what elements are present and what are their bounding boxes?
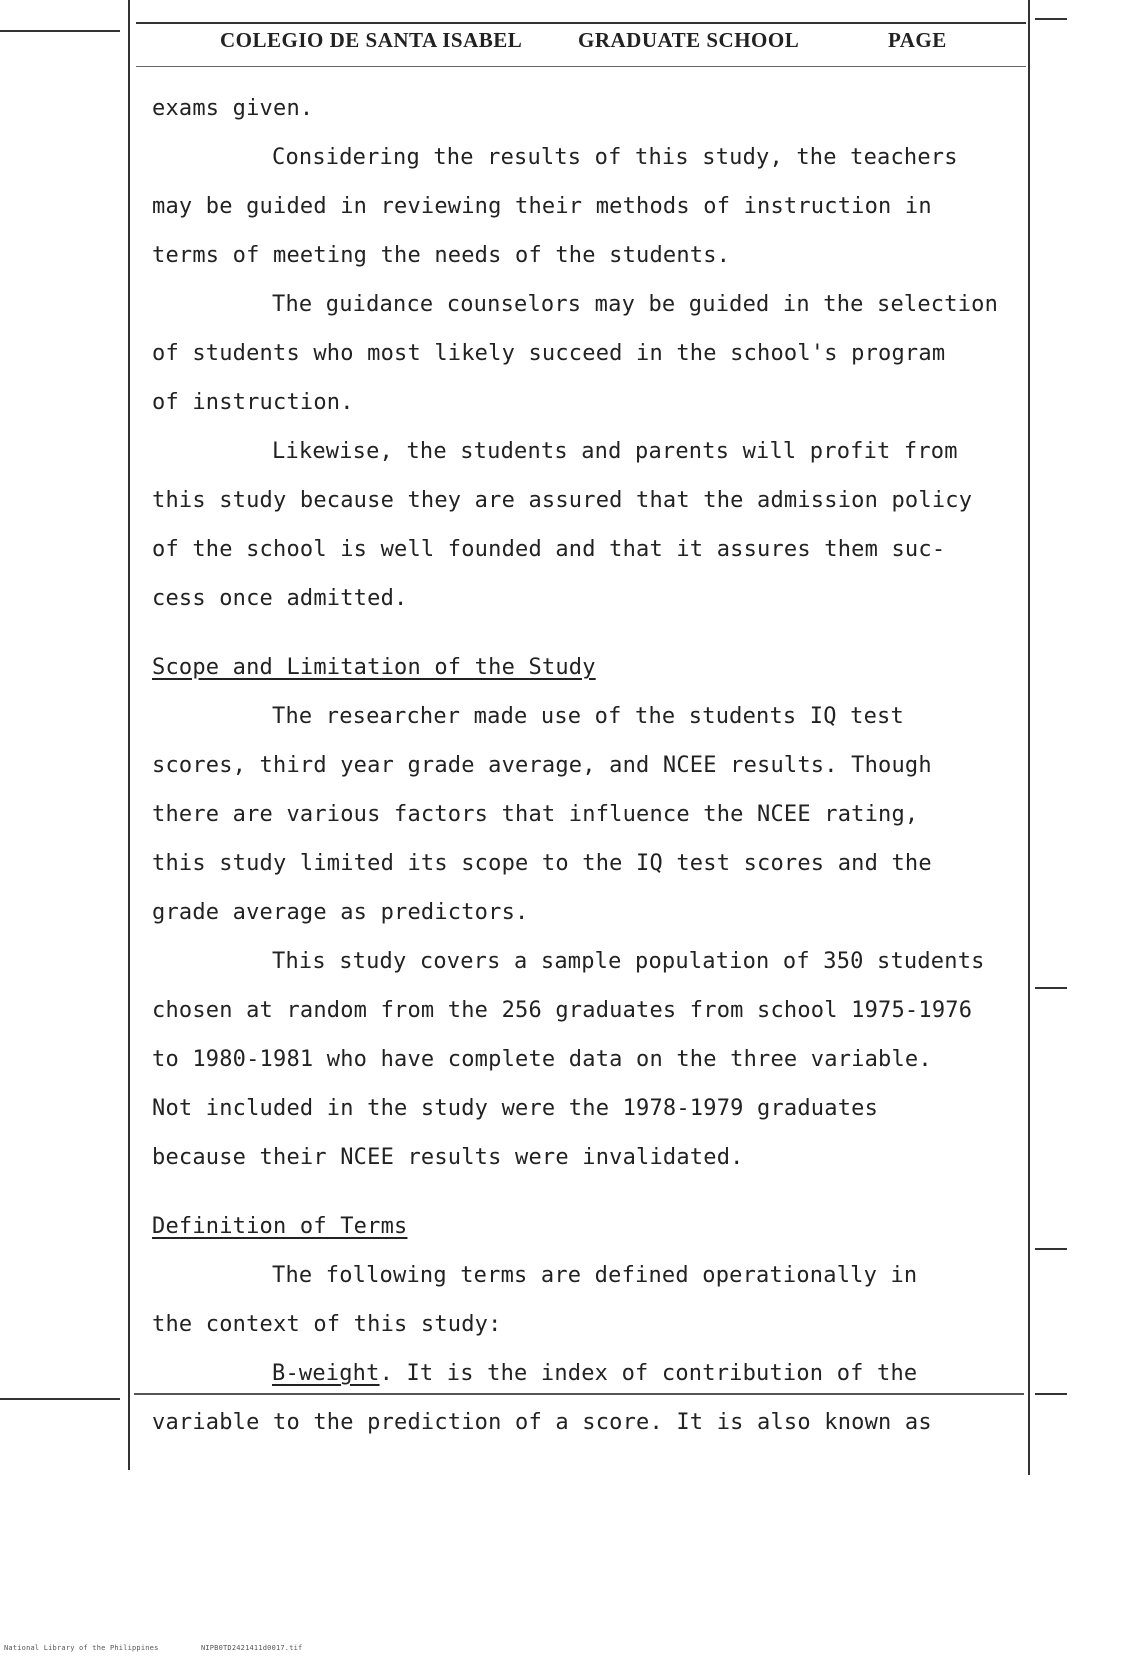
text-line: Considering the results of this study, the teachers [272, 145, 958, 170]
text-line: This study covers a sample population of 350 students [272, 949, 985, 974]
school-name: GRADUATE SCHOOL [578, 28, 800, 52]
left-margin-rule [128, 0, 130, 1470]
text-line: the context of this study: [152, 1312, 502, 1337]
text-line: chosen at random from the 256 graduates from school 1975-1976 [152, 998, 973, 1023]
text-line: of students who most likely succeed in the school's program [152, 341, 946, 366]
header-bottom-rule [136, 66, 1026, 67]
text-line: may be guided in reviewing their methods of instruction in [152, 194, 932, 219]
text-line [152, 1349, 1082, 1398]
college-name: COLEGIO DE SANTA ISABEL [220, 28, 523, 52]
header-top-rule [136, 22, 1026, 24]
library-name: National Library of the Philippines [4, 1644, 159, 1652]
file-name: NIPB0TD2421411d0017.tif [200, 1644, 303, 1652]
text-line: cess once admitted. [152, 586, 408, 611]
page-label: PAGE [888, 28, 947, 52]
term-definition: . It is the index of contribution of the [379, 1361, 918, 1386]
text-line: scores, third year grade average, and NCEE results. Though [152, 753, 932, 778]
text-line: variable to the prediction of a score. It is also known as [152, 1410, 932, 1435]
text-line: exams given. [152, 96, 314, 121]
text-line: of the school is well founded and that it assures them suc- [152, 537, 946, 562]
text-line: Likewise, the students and parents will profit from [272, 439, 958, 464]
text-line: because their NCEE results were invalidated. [152, 1145, 744, 1170]
text-line: there are various factors that influence the NCEE rating, [152, 802, 919, 827]
text-line: of instruction. [152, 390, 354, 415]
term-b-weight: B-weight [272, 1361, 380, 1386]
text-line: this study limited its scope to the IQ test scores and the [152, 851, 932, 876]
text-line: to 1980-1981 who have complete data on the three variable. [152, 1047, 932, 1072]
scan-footer [4, 1644, 340, 1652]
document-body [152, 84, 1082, 1447]
section-heading-scope: Scope and Limitation of the Study [152, 655, 596, 680]
text-line: grade average as predictors. [152, 900, 529, 925]
right-edge-rule-1 [1035, 18, 1067, 20]
text-line: The researcher made use of the students IQ test [272, 704, 904, 729]
text-line: The guidance counselors may be guided in the selection [272, 292, 999, 317]
left-edge-rule-bottom [0, 1398, 120, 1400]
text-line: terms of meeting the needs of the students. [152, 243, 731, 268]
text-line: this study because they are assured that the admission policy [152, 488, 973, 513]
section-heading-definitions: Definition of Terms [152, 1214, 408, 1239]
left-edge-rule-top [0, 30, 120, 32]
text-line: Not included in the study were the 1978-1979 graduates [152, 1096, 879, 1121]
text-line: The following terms are defined operationally in [272, 1263, 918, 1288]
